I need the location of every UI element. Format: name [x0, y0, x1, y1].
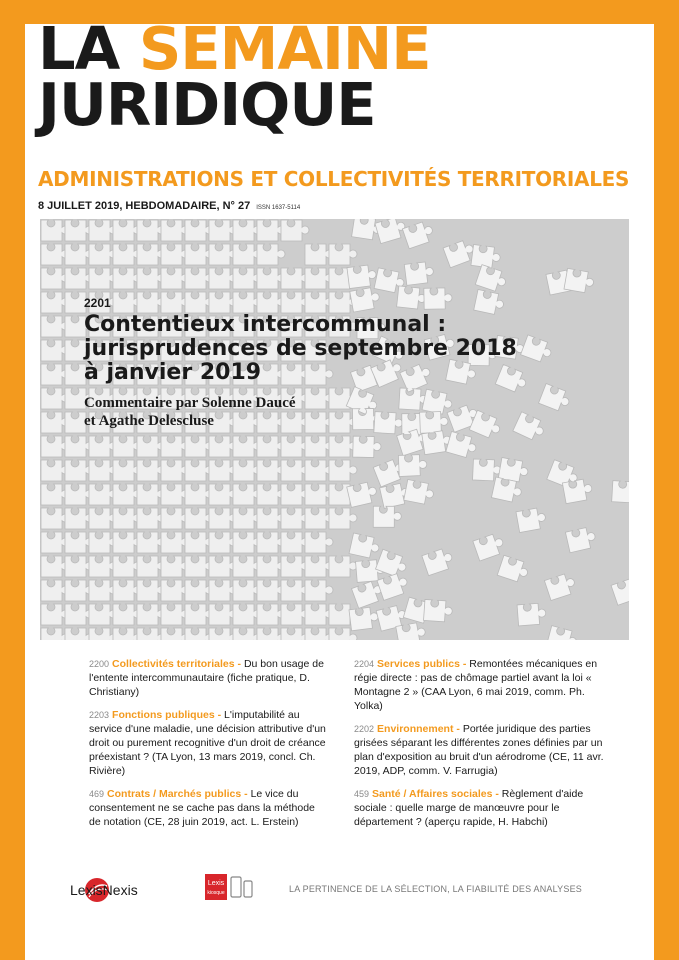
toc-entry[interactable]: 2203 Fonctions publiques - L'imputabilité au service d'une maladie, une décision attributive d'un droit ou purement recognitive d'un droit de créance préexistant ? (TA Lyon, 13 mars 2019, concl. Ch. Rivière)	[89, 708, 326, 777]
issn: ISSN 1637-5114	[256, 205, 301, 211]
publisher-name: LexisNexis	[70, 882, 138, 898]
toc-entry[interactable]: 469 Contrats / Marchés publics - Le vice du consentement ne se cache pas dans la méthode de notation (CE, 28 juin 2019, act. L. Erstein)	[89, 787, 315, 828]
tablet-icon	[231, 877, 241, 897]
phone-icon	[244, 881, 252, 897]
lexis-kiosque-logo[interactable]	[205, 873, 255, 901]
footer-slogan: LA PERTINENCE DE LA SÉLECTION, LA FIABILITÉ DES ANALYSES	[289, 884, 582, 894]
lead-article-number: 2201	[84, 296, 111, 310]
toc-left-column	[89, 658, 329, 838]
masthead-line2: JURIDIQUE	[38, 70, 376, 140]
edition-title: ADMINISTRATIONS ET COLLECTIVITÉS TERRITORIALES	[38, 167, 630, 191]
toc-entry[interactable]: 459 Santé / Affaires sociales - Règlement d'aide sociale : quelle marge de manœuvre pour le département ? (aperçu rapide, H. Habchi)	[354, 787, 584, 828]
toc-right-column	[354, 658, 604, 838]
lead-article-title: Contentieux intercommunal : jurisprudences de septembre 2018 à janvier 2019	[84, 312, 517, 386]
kiosque-bottom-text: kiosque	[207, 890, 225, 896]
lead-article-authors: Commentaire par Solenne Daucé et Agathe Delescluse	[84, 394, 296, 430]
kiosque-top-text: Lexis	[207, 880, 225, 887]
masthead-line1: LA SEMAINE	[38, 14, 431, 83]
toc-entry[interactable]: 2202 Environnement - Portée juridique des parties grisées séparant les différentes zones définies par un plan d'exposition au bruit d'un aérodrome (CE, 11 avr. 2019, ADP, comm. V. Farrugia)	[354, 722, 604, 777]
toc-entry[interactable]: 2204 Services publics - Remontées mécaniques en régie directe : pas de chômage partiel avant la loi « Montagne 2 » (CAA Lyon, 6 mai 2019, comm. Ph. Yolka)	[354, 658, 598, 712]
masthead	[38, 14, 431, 140]
toc-entry[interactable]: 2200 Collectivités territoriales - Du bon usage de l'entente intercommunautaire (fiche pratique, D. Christiany)	[89, 658, 324, 698]
dateline: 8 JUILLET 2019, HEBDOMADAIRE, N° 27 ISSN 1637-5114	[38, 200, 301, 212]
lead-article[interactable]	[84, 296, 564, 431]
